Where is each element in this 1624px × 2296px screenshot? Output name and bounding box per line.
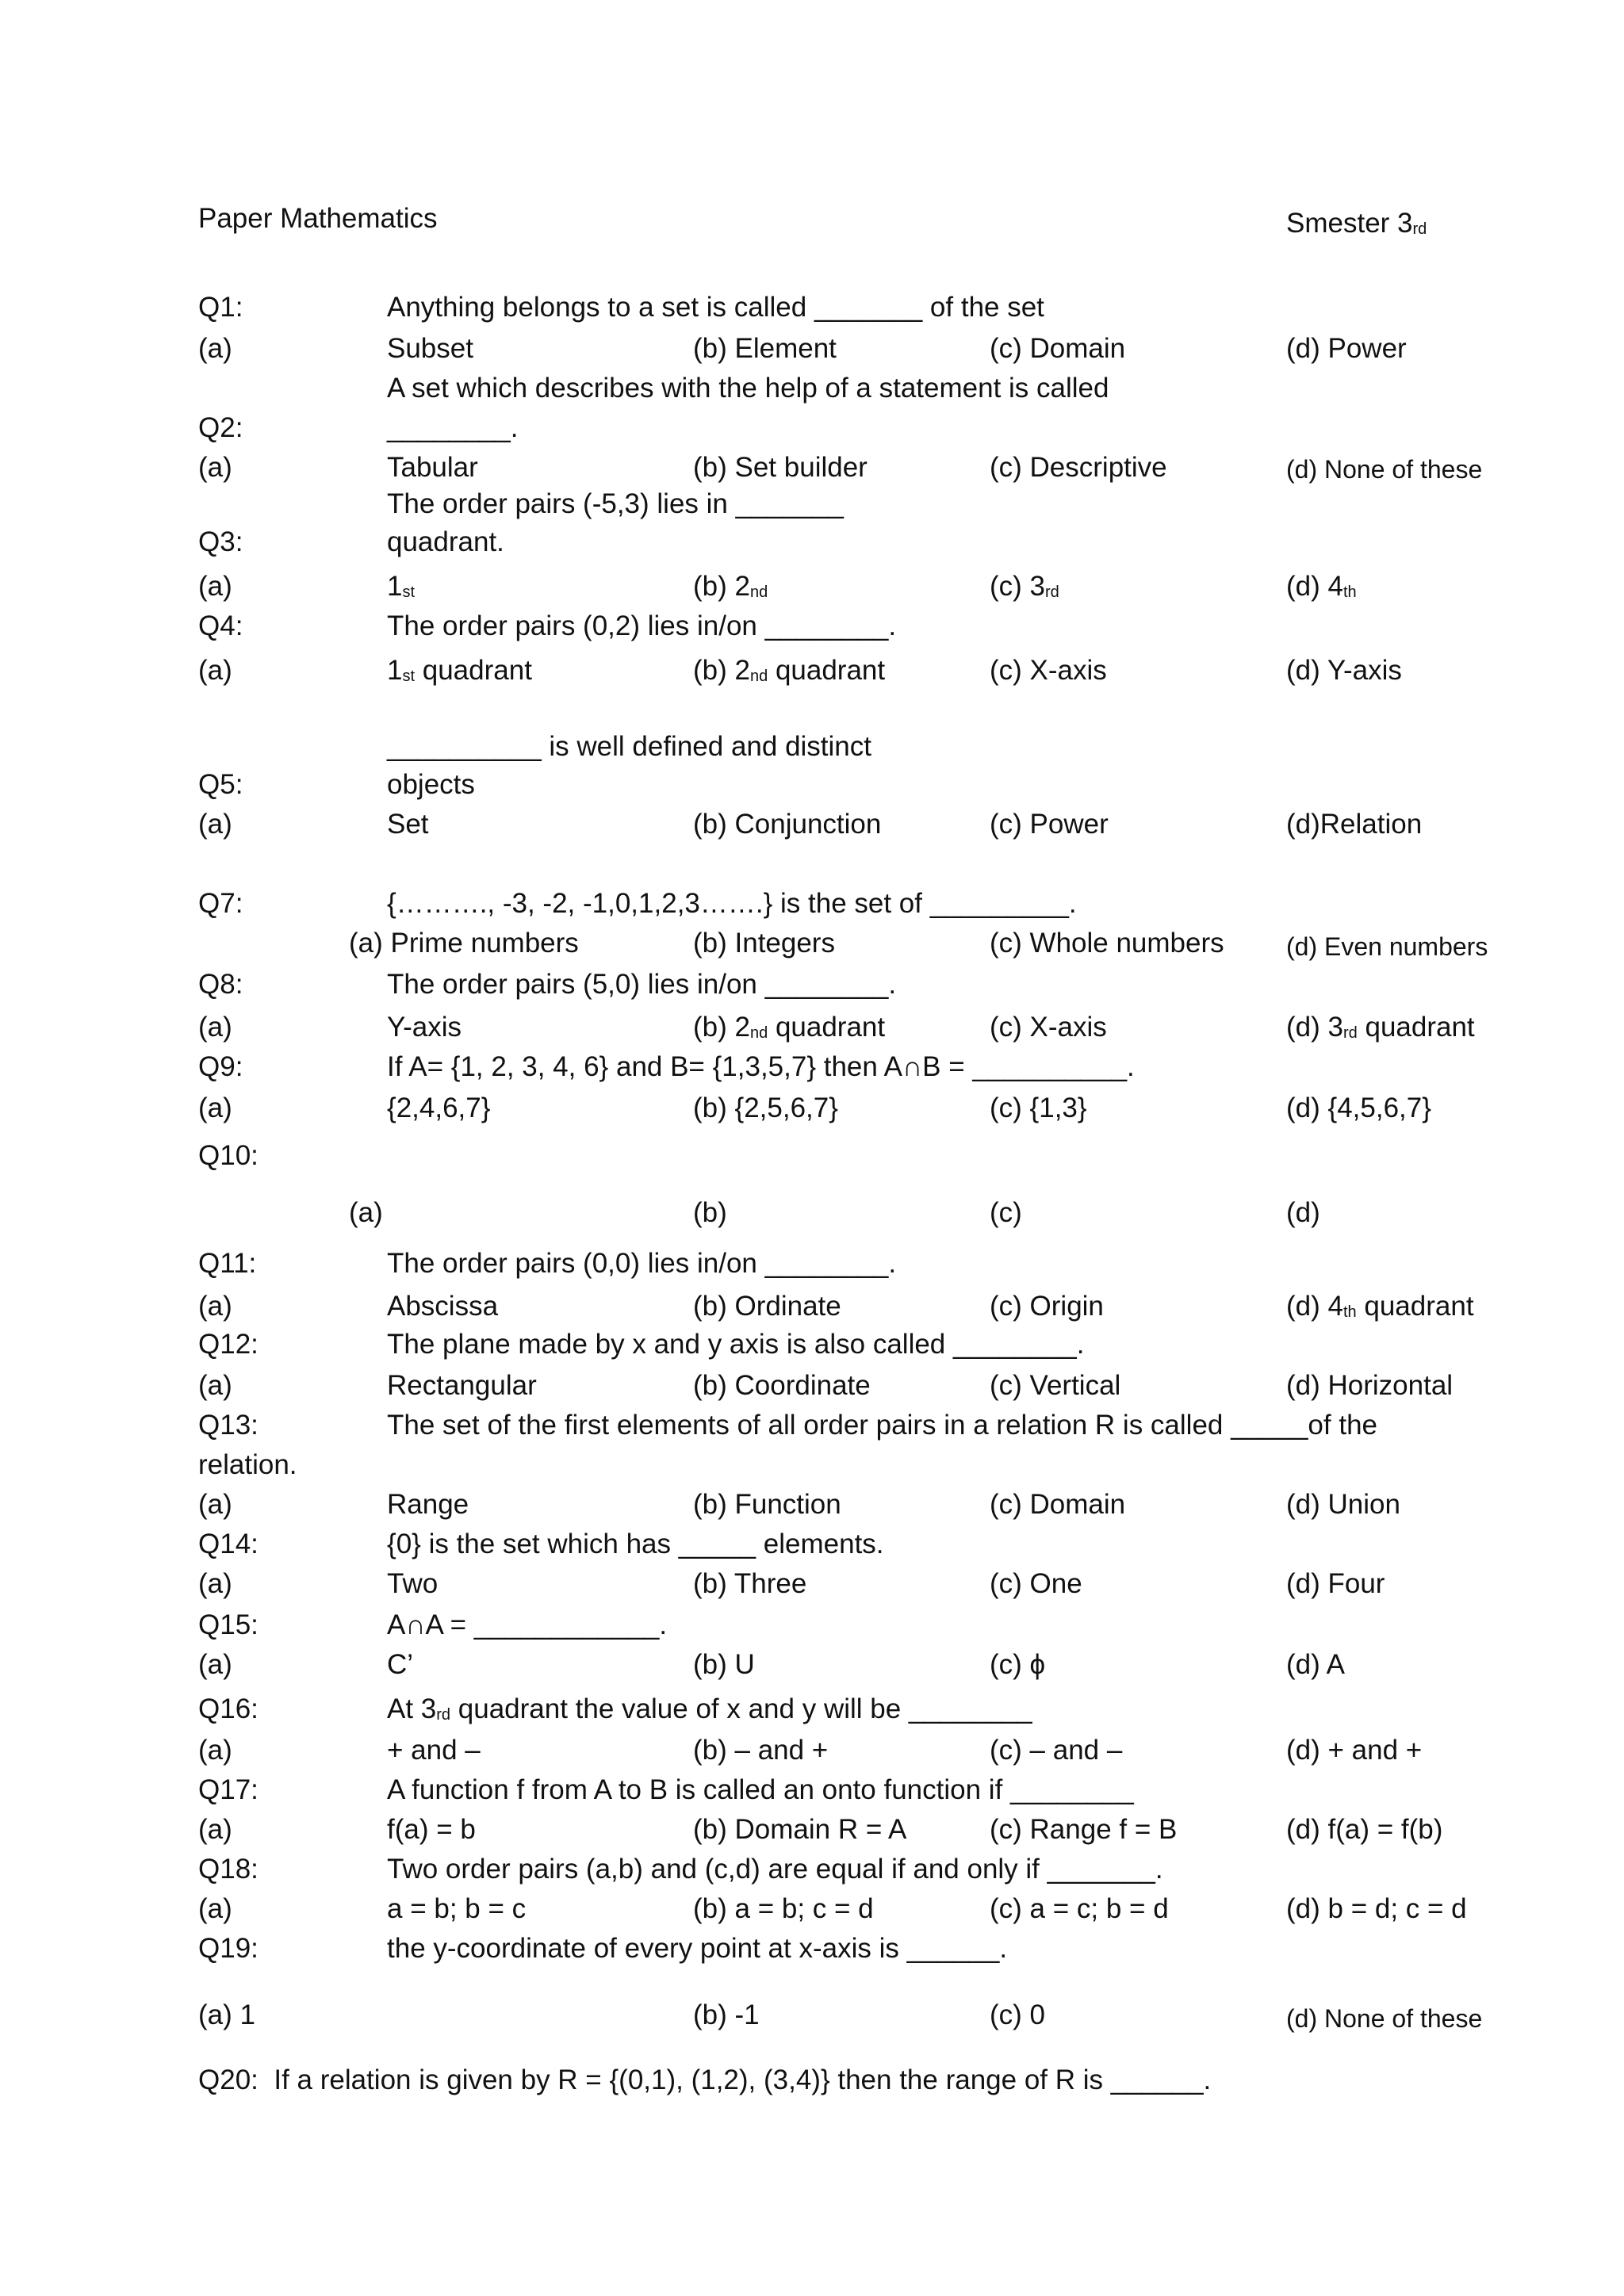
q8-option-a: Y-axis [387,1012,462,1043]
q13-option-d: (d) Union [1286,1489,1400,1520]
q3-option-d-sup: th [1342,584,1357,601]
q15-option-a: C’ [387,1649,414,1680]
q13-option-a: Range [387,1489,469,1520]
q15-stem: A∩A = ____________. [387,1609,668,1640]
paper-title: Paper Mathematics [198,203,438,234]
q20-stem: If a relation is given by R = {(0,1), (1,2), (3,4)} then the range of R is ______. [274,2064,1212,2095]
q12-option-d: (d) Horizontal [1286,1370,1454,1401]
q13-a-label: (a) [198,1489,232,1520]
q13-option-c: (c) Domain [990,1489,1126,1520]
q18-option-d: (d) b = d; c = d [1286,1893,1467,1924]
q18-a-label: (a) [198,1893,232,1924]
q8-option-b-tail: quadrant [768,1012,886,1043]
q7-number: Q7: [198,888,243,919]
q3-option-b-text: (b) 2 [693,571,750,602]
q10-option-c: (c) [990,1197,1022,1228]
q2-stem-line2: ________. [387,412,519,443]
q19-option-b: (b) -1 [693,1999,760,2030]
q10-option-a: (a) [349,1197,383,1228]
q5-option-b: (b) Conjunction [693,809,882,840]
q9-stem: If A= {1, 2, 3, 4, 6} and B= {1,3,5,7} then A∩B = __________. [387,1051,1135,1082]
q3-option-c-sup: rd [1045,584,1059,601]
q16-option-a: + and – [387,1735,481,1766]
q10-option-b: (b) [693,1197,727,1228]
q8-number: Q8: [198,969,243,1000]
q4-option-b-text: (b) 2 [693,655,750,686]
q19-option-c: (c) 0 [990,1999,1045,2030]
q17-option-b: (b) Domain R = A [693,1814,907,1845]
q14-stem: {0} is the set which has _____ elements. [387,1529,884,1559]
q2-number: Q2: [198,412,243,443]
q16-option-c: (c) – and – [990,1735,1123,1766]
q19-option-d: (d) None of these [1286,2004,1483,2033]
q11-a-label: (a) [198,1291,232,1322]
q8-a-label: (a) [198,1012,232,1043]
q4-option-b [693,655,885,692]
q1-option-d: (d) Power [1286,333,1407,364]
q8-option-d-tail: quadrant [1357,1012,1475,1043]
q8-option-b-text: (b) 2 [693,1012,750,1043]
q14-option-d: (d) Four [1286,1568,1385,1599]
q9-option-a: {2,4,6,7} [387,1093,491,1123]
q13-number: Q13: [198,1410,259,1441]
q3-option-d-text: (d) 4 [1286,571,1343,602]
q14-a-label: (a) [198,1568,232,1599]
q4-option-a-text: 1 [387,655,403,686]
semester-label [1286,208,1427,245]
q1-number: Q1: [198,292,243,323]
q17-a-label: (a) [198,1814,232,1845]
q19-option-a: (a) 1 [198,1999,255,2030]
q5-a-label: (a) [198,809,232,840]
q18-stem: Two order pairs (a,b) and (c,d) are equal if and only if _______. [387,1854,1163,1885]
q4-stem: The order pairs (0,2) lies in/on ________. [387,610,897,641]
q17-number: Q17: [198,1774,259,1805]
q4-option-a [387,655,532,692]
q13-stem-line2: relation. [198,1449,297,1480]
q2-option-c: (c) Descriptive [990,452,1167,483]
q11-number: Q11: [198,1248,257,1279]
q16-a-label: (a) [198,1735,232,1766]
q15-option-d: (d) A [1286,1649,1345,1680]
q20-number: Q20: [198,2064,259,2095]
q16-option-b: (b) – and + [693,1735,829,1766]
q15-number: Q15: [198,1609,259,1640]
q8-option-d [1286,1012,1475,1049]
q13-stem: The set of the first elements of all order pairs in a relation R is called _____of the [387,1410,1377,1441]
q3-stem: The order pairs (-5,3) lies in _______ [387,488,844,519]
q2-stem: A set which describes with the help of a statement is called [387,373,1109,404]
q4-option-c: (c) X-axis [990,655,1107,686]
q15-option-c: (c) ϕ [990,1649,1046,1680]
q3-stem-line2: quadrant. [387,526,504,557]
q4-option-d: (d) Y-axis [1286,655,1402,686]
q3-a-label: (a) [198,571,232,602]
q16-stem [387,1693,1032,1731]
q11-option-d-tail: quadrant [1356,1291,1474,1322]
q16-stem-start: At 3 [387,1693,437,1724]
q16-stem-sup: rd [436,1706,451,1724]
q5-option-c: (c) Power [990,809,1109,840]
q8-option-d-text: (d) 3 [1286,1012,1343,1043]
q19-stem: the y-coordinate of every point at x-axis is ______. [387,1933,1008,1964]
q4-option-b-sup: nd [749,668,768,685]
q9-option-d: (d) {4,5,6,7} [1286,1093,1431,1123]
q7-option-d: (d) Even numbers [1286,932,1488,961]
q20-line [198,2064,1211,2096]
q9-a-label: (a) [198,1093,232,1123]
q3-number: Q3: [198,526,243,557]
q12-option-c: (c) Vertical [990,1370,1121,1401]
q15-a-label: (a) [198,1649,232,1680]
q11-option-b: (b) Ordinate [693,1291,841,1322]
q3-option-b-sup: nd [749,584,768,601]
q3-option-a [387,571,415,608]
q12-number: Q12: [198,1329,259,1360]
q8-option-b [693,1012,885,1049]
q2-a-label: (a) [198,452,232,483]
q3-option-c-text: (c) 3 [990,571,1045,602]
q7-option-a: (a) Prime numbers [349,928,579,959]
q14-option-c: (c) One [990,1568,1082,1599]
q10-number: Q10: [198,1140,259,1171]
q3-option-a-text: 1 [387,571,403,602]
q4-option-b-tail: quadrant [768,655,886,686]
q8-option-c: (c) X-axis [990,1012,1107,1043]
q18-number: Q18: [198,1854,259,1885]
q8-stem: The order pairs (5,0) lies in/on ________. [387,969,897,1000]
q16-stem-rest: quadrant the value of x and y will be ________ [450,1693,1032,1724]
q1-a-label: (a) [198,333,232,364]
q2-option-b: (b) Set builder [693,452,868,483]
semester-sup: rd [1412,220,1427,238]
q11-stem: The order pairs (0,0) lies in/on ________. [387,1248,897,1279]
q17-option-a: f(a) = b [387,1814,476,1845]
q9-option-b: (b) {2,5,6,7} [693,1093,838,1123]
q11-option-d [1286,1291,1474,1328]
q14-number: Q14: [198,1529,259,1559]
q3-option-d [1286,571,1357,608]
q4-option-a-tail: quadrant [415,655,532,686]
q16-option-d: (d) + and + [1286,1735,1423,1766]
q5-number: Q5: [198,769,243,800]
q11-option-d-sup: th [1342,1303,1357,1321]
q7-stem: {………., -3, -2, -1,0,1,2,3…….} is the set of _________. [387,888,1077,919]
q5-stem: __________ is well defined and distinct [387,731,871,762]
q9-option-c: (c) {1,3} [990,1093,1087,1123]
q3-option-a-sup: st [402,584,416,601]
q8-option-b-sup: nd [749,1024,768,1042]
q14-option-a: Two [387,1568,439,1599]
q2-option-d: (d) None of these [1286,455,1483,484]
q5-option-a: Set [387,809,429,840]
q8-option-d-sup: rd [1342,1024,1358,1042]
q3-option-b [693,571,768,608]
q14-option-b: (b) Three [693,1568,807,1599]
q11-option-a: Abscissa [387,1291,499,1322]
q9-number: Q9: [198,1051,243,1082]
q13-option-b: (b) Function [693,1489,841,1520]
q17-stem: A function f from A to B is called an onto function if ________ [387,1774,1134,1805]
q1-option-b: (b) Element [693,333,837,364]
q12-stem: The plane made by x and y axis is also called ________. [387,1329,1085,1360]
q17-option-d: (d) f(a) = f(b) [1286,1814,1443,1845]
q10-option-d: (d) [1286,1197,1320,1228]
q4-number: Q4: [198,610,243,641]
q19-number: Q19: [198,1933,259,1964]
q12-a-label: (a) [198,1370,232,1401]
q3-option-c [990,571,1059,608]
q5-option-d: (d)Relation [1286,809,1423,840]
q11-option-c: (c) Origin [990,1291,1104,1322]
semester-text: Smester 3 [1286,208,1413,239]
q1-option-a: Subset [387,333,473,364]
q17-option-c: (c) Range f = B [990,1814,1178,1845]
q4-option-a-sup: st [402,668,416,685]
q7-option-c: (c) Whole numbers [990,928,1224,959]
q18-option-b: (b) a = b; c = d [693,1893,874,1924]
q1-stem: Anything belongs to a set is called _______ of the set [387,292,1044,323]
q11-option-d-text: (d) 4 [1286,1291,1343,1322]
q4-a-label: (a) [198,655,232,686]
q18-option-c: (c) a = c; b = d [990,1893,1169,1924]
q18-option-a: a = b; b = c [387,1893,527,1924]
q16-number: Q16: [198,1693,259,1724]
q5-stem-line2: objects [387,769,475,800]
q2-option-a: Tabular [387,452,478,483]
q12-option-b: (b) Coordinate [693,1370,871,1401]
q12-option-a: Rectangular [387,1370,537,1401]
q1-option-c: (c) Domain [990,333,1126,364]
q15-option-b: (b) U [693,1649,755,1680]
q7-option-b: (b) Integers [693,928,835,959]
